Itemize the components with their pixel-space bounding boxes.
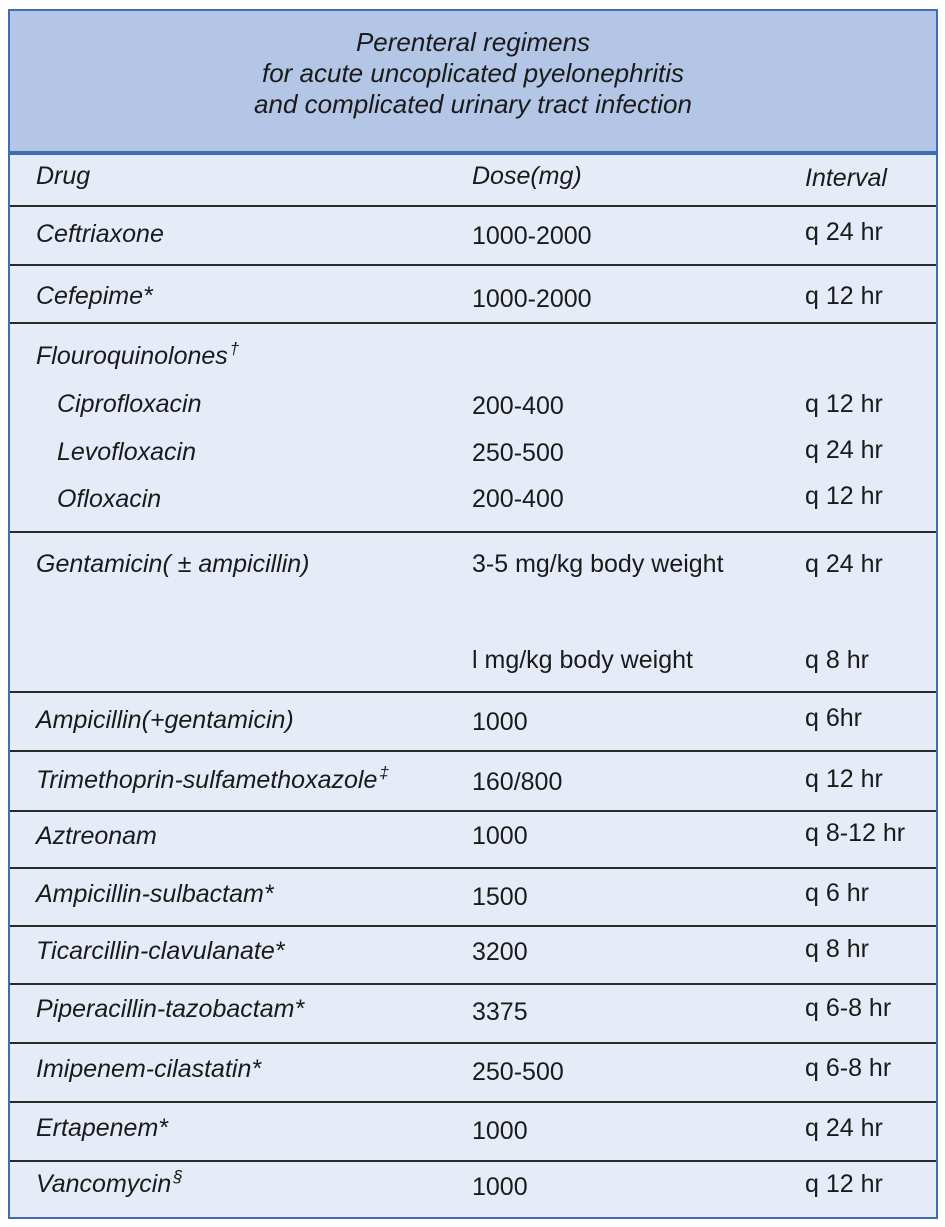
row-divider [10, 531, 936, 533]
table-header [10, 11, 936, 151]
drug-name: Aztreonam [36, 822, 157, 850]
drug-name: Levofloxacin [57, 438, 196, 466]
row-divider [10, 1042, 936, 1044]
drug-interval: q 12 hr [805, 390, 883, 418]
drug-interval: q 24 hr [805, 436, 883, 464]
drug-name: Ofloxacin [57, 485, 162, 513]
drug-interval: q 6 hr [805, 879, 869, 907]
row-divider [10, 925, 936, 927]
footnote-mark: † [229, 339, 240, 358]
drug-dose: 1000-2000 [472, 285, 592, 313]
drug-name: Ampicillin-sulbactam* [36, 880, 274, 908]
row-divider [10, 983, 936, 985]
drug-dose: 1000 [472, 822, 528, 850]
drug-interval: q 8-12 hr [805, 819, 906, 847]
drug-label: Trimethoprin-sulfamethoxazole [36, 766, 378, 794]
drug-name: Ertapenem* [36, 1114, 169, 1142]
drug-name: Ampicillin(+gentamicin) [36, 706, 294, 734]
drug-interval: q 12 hr [805, 482, 883, 510]
footnote-mark: § [173, 1167, 183, 1186]
drug-dose: 1500 [472, 883, 528, 911]
drug-dose: 3375 [472, 998, 528, 1026]
drug-dose: 3-5 mg/kg body weight [472, 550, 724, 578]
drug-dose: 200-400 [472, 485, 564, 513]
row-divider [10, 750, 936, 752]
drug-interval: q 6hr [805, 704, 862, 732]
header-divider [10, 151, 936, 155]
drug-dose: 250-500 [472, 439, 564, 467]
title-line-1: Perenteral regimens [355, 27, 591, 57]
drug-dose: 1000 [472, 708, 528, 736]
drug-dose: 1000 [472, 1117, 528, 1145]
title-line-2: for acute uncoplicated pyelonephritis [261, 58, 685, 88]
drug-name-with-mark [36, 765, 389, 798]
drug-name: Imipenem-cilastatin* [36, 1055, 262, 1083]
footnote-mark: ‡ [379, 763, 389, 782]
drug-name: Gentamicin( ± ampicillin) [36, 550, 310, 578]
drug-interval: q 8 hr [805, 935, 869, 963]
drug-interval: q 12 hr [805, 1170, 883, 1198]
drug-name-with-mark [36, 1169, 183, 1202]
row-divider [10, 1160, 936, 1162]
row-divider [10, 205, 936, 207]
drug-interval: q 6-8 hr [805, 1054, 892, 1082]
row-divider [10, 810, 936, 812]
drug-interval: q 6-8 hr [805, 994, 892, 1022]
row-divider [10, 264, 936, 266]
column-header-drug: Drug [36, 162, 91, 190]
drug-name: Ceftriaxone [36, 220, 164, 248]
drug-interval: q 24 hr [805, 218, 883, 246]
drug-label: Vancomycin [36, 1170, 172, 1198]
column-header-interval: Interval [805, 164, 887, 192]
drug-dose: 3200 [472, 938, 528, 966]
drug-name: Ticarcillin-clavulanate* [36, 937, 285, 965]
drug-group-name [36, 341, 239, 374]
drug-dose: 250-500 [472, 1058, 564, 1086]
drug-group-label: Flouroquinolones [36, 342, 228, 370]
drug-dose: 160/800 [472, 768, 563, 796]
title-line-3: and complicated urinary tract infection [254, 89, 692, 119]
drug-interval: q 24 hr [805, 550, 883, 578]
drug-dose: 200-400 [472, 392, 564, 420]
row-divider [10, 867, 936, 869]
drug-dose: 1000-2000 [472, 222, 592, 250]
drug-interval: q 12 hr [805, 282, 883, 310]
column-header-dose: Dose(mg) [472, 162, 582, 190]
drug-name: Cefepime* [36, 282, 153, 310]
row-divider [10, 1101, 936, 1103]
drug-interval: q 24 hr [805, 1114, 883, 1142]
drug-dose: l mg/kg body weight [472, 646, 693, 674]
row-divider [10, 691, 936, 693]
drug-name: Piperacillin-tazobactam* [36, 995, 305, 1023]
drug-interval: q 8 hr [805, 646, 869, 674]
drug-name: Ciprofloxacin [57, 390, 202, 418]
regimen-table [8, 9, 938, 1219]
row-divider [10, 322, 936, 324]
drug-dose: 1000 [472, 1173, 528, 1201]
drug-interval: q 12 hr [805, 765, 883, 793]
